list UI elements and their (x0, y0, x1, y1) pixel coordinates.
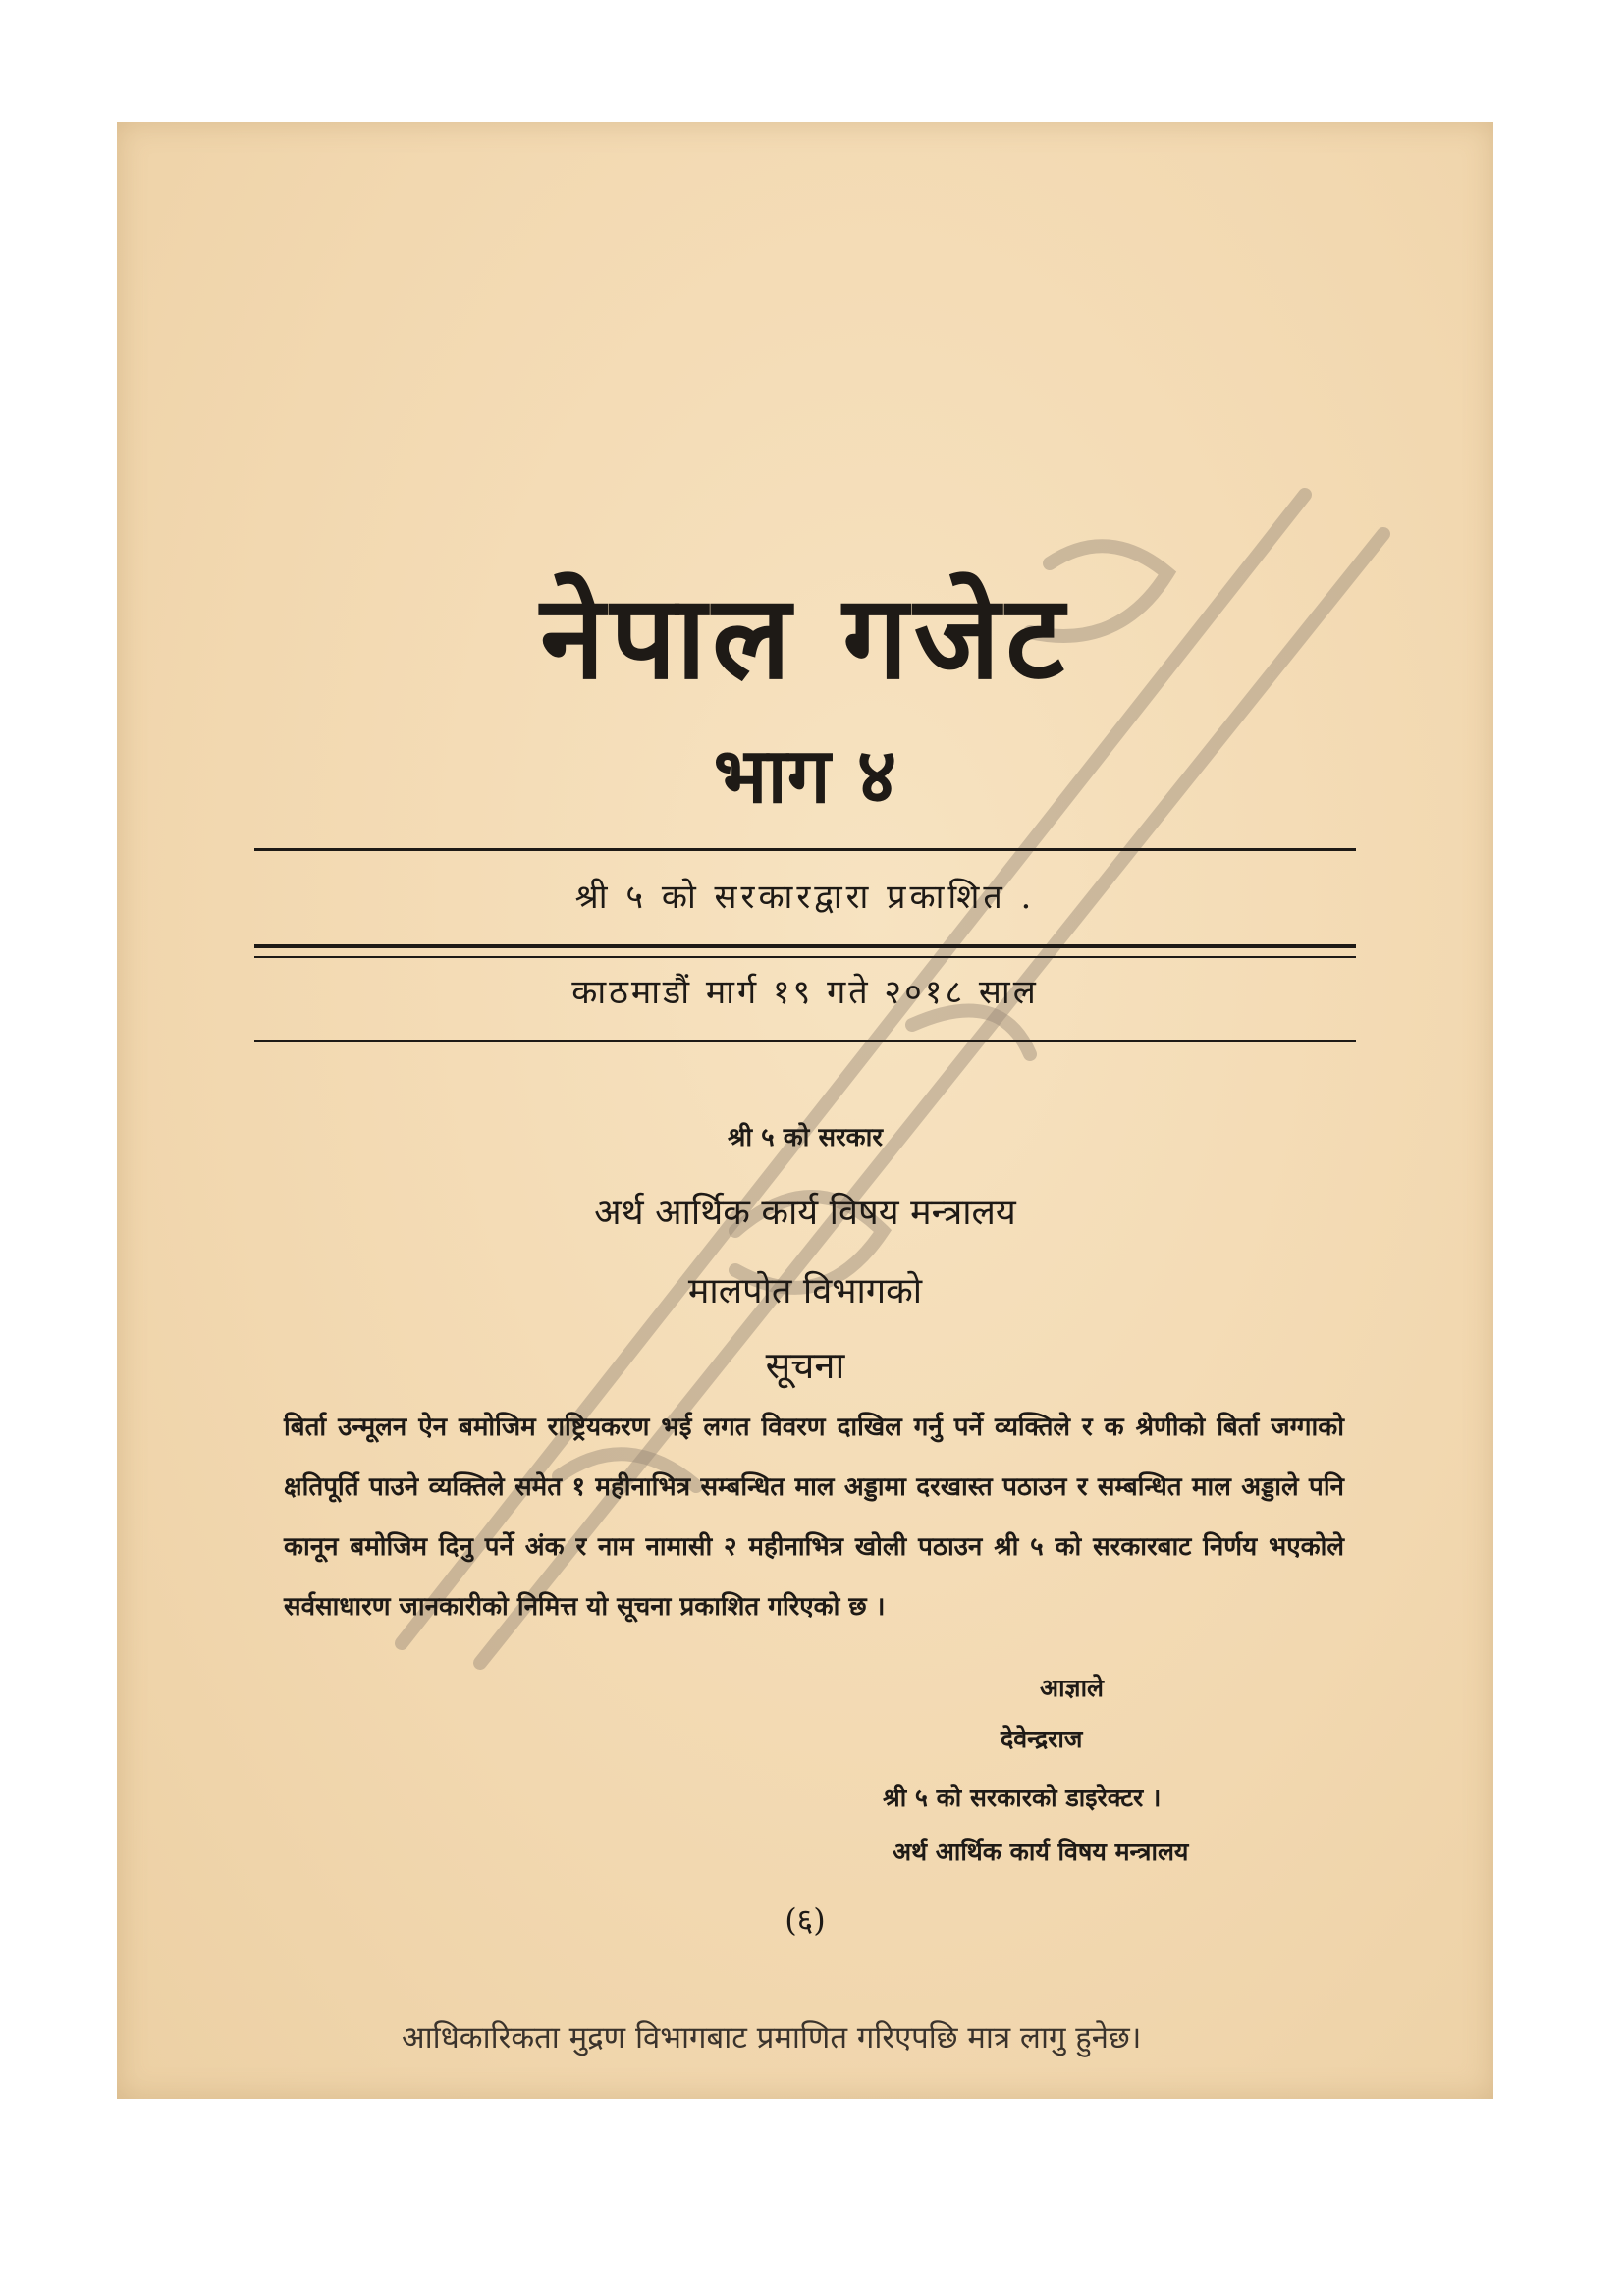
top-rule (254, 848, 1356, 851)
bottom-rule (254, 1040, 1356, 1042)
signatory-name: देवेन्द्रराज (1001, 1725, 1083, 1753)
gazette-title: नेपाल गजेट (540, 569, 1070, 705)
gazette-part: भाग ४ (713, 732, 897, 821)
government-heading: श्री ५ को सरकार (727, 1123, 884, 1152)
footer-note: आधिकारिकता मुद्रण विभागबाट प्रमाणित गरिएपछि मात्र लागु हुनेछ। (402, 2020, 1142, 2056)
double-rule-upper (254, 944, 1356, 948)
page-number: (६) (785, 1901, 826, 1939)
double-rule-lower (254, 956, 1356, 958)
gazette-page (117, 122, 1493, 2099)
signatory-ministry: अर्थ आर्थिक कार्य विषय मन्त्रालय (893, 1838, 1189, 1866)
notice-heading: सूचना (765, 1344, 845, 1387)
publisher-line: श्री ५ को सरकारद्वारा प्रकाशित . (574, 878, 1036, 917)
ministry-name: अर्थ आर्थिक कार्य विषय मन्त्रालय (594, 1193, 1016, 1233)
signatory-title: श्री ५ को सरकारको डाइरेक्टर । (883, 1784, 1162, 1812)
dateline: काठमाडौं मार्ग १९ गते २०१८ साल (571, 973, 1039, 1012)
signature-by-order: आज्ञाले (1040, 1674, 1105, 1702)
notice-body: बिर्ता उन्मूलन ऐन बमोजिम राष्ट्रियकरण भई लगत विवरण दाखिल गर्नु पर्ने व्यक्तिले र क श्रेणीको बिर्ता जग्गाको क्षतिपूर्ति पाउने व्यक्तिले समेत १ महीनाभित्र सम्बन्धित माल अड्डामा दरखास्त पठाउन र सम्बन्धित माल अड्डाले पनि कानून बमोजिम दिनु पर्ने अंक र नाम नामासी २ महीनाभित्र खोली पठाउन श्री ५ को सरकारबाट निर्णय भएकोले सर्वसाधारण जानकारीको निमित्त यो सूचना प्रकाशित गरिएको छ । (284, 1413, 1344, 1622)
department-name: मालपोत विभागको (687, 1271, 923, 1311)
